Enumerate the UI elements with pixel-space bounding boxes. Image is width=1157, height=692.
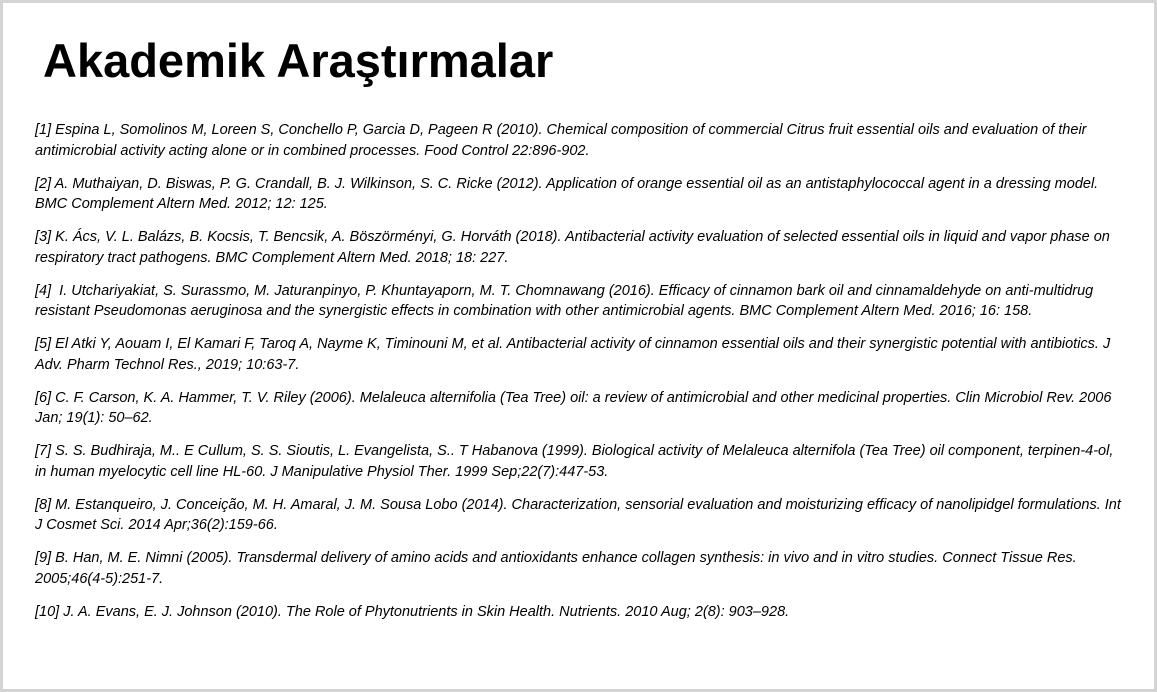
reference-item-8: [8] M. Estanqueiro, J. Conceição, M. H. Amaral, J. M. Sousa Lobo (2014). Characterization, sensorial evaluation and moisturizing efficacy of nanolipidgel formulations. Int J Cosmet Sci. 2014 Apr;36(2):159-66. — [35, 496, 1125, 533]
reference-item-3: [3] K. Ács, V. L. Balázs, B. Kocsis, T. Bencsik, A. Böszörményi, G. Horváth (2018). Antibacterial activity evaluation of selected essential oils in liquid and vapor phase on respiratory tract pathogens. BMC Complement Altern Med. 2018; 18: 227. — [35, 229, 1114, 266]
reference-list — [35, 120, 1125, 635]
reference-item-5: [5] El Atki Y, Aouam I, El Kamari F, Taroq A, Nayme K, Timinouni M, et al. Antibacterial activity of cinnamon essential oils and their synergistic potential with antibiotics. J Adv. Pharm Technol Res., 2019; 10:63-7. — [35, 336, 1114, 373]
reference-item-4: [4] I. Utchariyakiat, S. Surassmo, M. Jaturanpinyo, P. Khuntayaporn, M. T. Chomnawang (2016). Efficacy of cinnamon bark oil and cinnamaldehyde on anti-multidrug resistant Pseudomonas aeruginosa and the synergistic effects in combination with other antimicrobial agents. BMC Complement Altern Med. 2016; 16: 158. — [35, 282, 1098, 319]
reference-item-10: [10] J. A. Evans, E. J. Johnson (2010). The Role of Phytonutrients in Skin Health. Nutrients. 2010 Aug; 2(8): 903–928. — [35, 603, 790, 620]
reference-item-1: [1] Espina L, Somolinos M, Loreen S, Conchello P, Garcia D, Pageen R (2010). Chemical composition of commercial Citrus fruit essential oils and evaluation of their antimicrobial activity acting alone or in combined processes. Food Control 22:896-902. — [35, 122, 1091, 159]
page-title: Akademik Araştırmalar — [43, 34, 554, 87]
reference-item-9: [9] B. Han, M. E. Nimni (2005). Transdermal delivery of amino acids and antioxidants enhance collagen synthesis: in vivo and in vitro studies. Connect Tissue Res. 2005;46(4-5):251-7. — [35, 550, 1081, 587]
reference-item-6: [6] C. F. Carson, K. A. Hammer, T. V. Riley (2006). Melaleuca alternifolia (Tea Tree) oil: a review of antimicrobial and other medicinal properties. Clin Microbiol Rev. 2006 Jan; 19(1): 50–62. — [35, 389, 1116, 426]
reference-item-7: [7] S. S. Budhiraja, M.. E Cullum, S. S. Sioutis, L. Evangelista, S.. T Habanova (1999). Biological activity of Melaleuca alternifola (Tea Tree) oil component, terpinen-4-ol, in human myelocytic cell line HL-60. J Manipulative Physiol Ther. 1999 Sep;22(7):447-53. — [35, 443, 1118, 480]
reference-item-2: [2] A. Muthaiyan, D. Biswas, P. G. Crandall, B. J. Wilkinson, S. C. Ricke (2012). Application of orange essential oil as an antistaphylococcal agent in a dressing model. BMC Complement Altern Med. 2012; 12: 125. — [35, 175, 1103, 212]
